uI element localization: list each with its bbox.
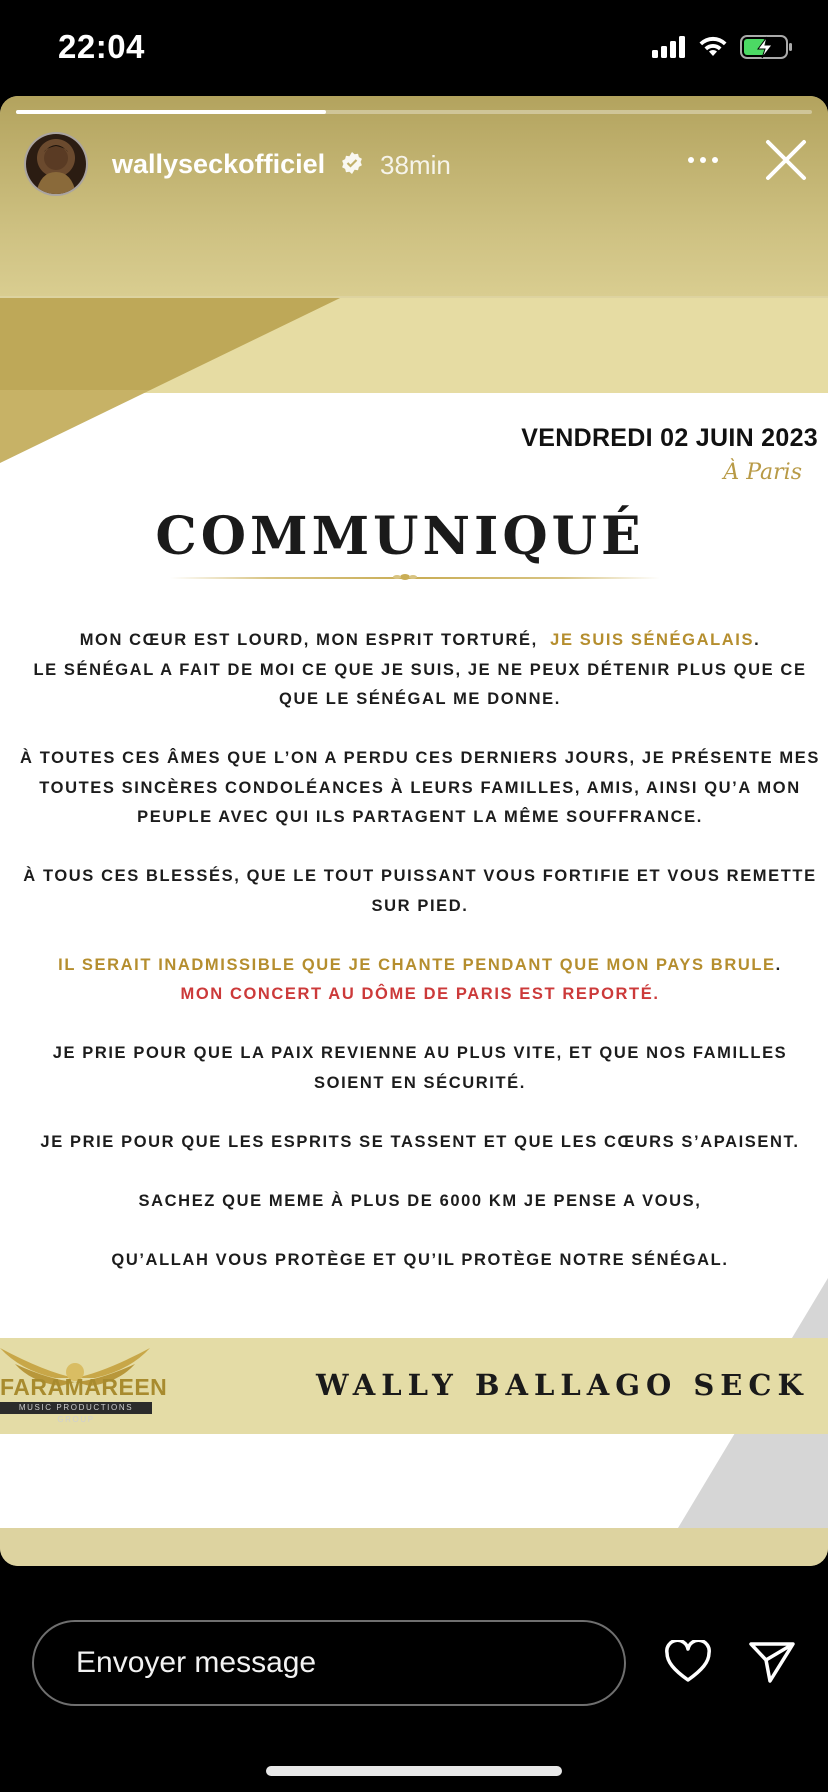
signature-name: WALLY BALLAGO SECK bbox=[316, 1368, 809, 1402]
message-input[interactable] bbox=[32, 1620, 626, 1706]
story-progress-fill bbox=[16, 110, 326, 114]
heart-icon[interactable] bbox=[664, 1640, 712, 1684]
verified-badge-icon bbox=[340, 151, 364, 175]
logo-name: FARAMAREEN bbox=[0, 1374, 168, 1400]
status-time: 22:04 bbox=[58, 28, 145, 65]
home-indicator[interactable] bbox=[266, 1766, 562, 1776]
send-icon[interactable] bbox=[748, 1640, 796, 1684]
poster-place: À Paris bbox=[723, 460, 802, 485]
battery-charging-icon bbox=[740, 34, 794, 60]
wifi-icon bbox=[698, 36, 728, 58]
poster-date: VENDREDI 02 JUIN 2023 bbox=[521, 424, 818, 452]
close-icon[interactable] bbox=[764, 138, 808, 182]
ornament-icon bbox=[392, 572, 418, 582]
paragraph-1: MON CŒUR EST LOURD, MON ESPRIT TORTURÉ, JE SUIS SÉNÉGALAIS. LE SÉNÉGAL A FAIT DE MOI CE QUE JE SUIS, JE NE PEUX DÉTENIR PLUS QUE CE QUE LE SÉNÉGAL ME DONNE. bbox=[33, 631, 807, 708]
status-bar bbox=[0, 0, 828, 96]
highlight-gold: IL SERAIT INADMISSIBLE QUE JE CHANTE PENDANT QUE MON PAYS BRULE bbox=[58, 955, 776, 974]
communique-poster bbox=[0, 298, 828, 1528]
avatar[interactable] bbox=[24, 132, 88, 196]
more-icon bbox=[688, 157, 694, 163]
poster-title: COMMUNIQUÉ bbox=[155, 506, 645, 567]
highlight-gold: JE SUIS SÉNÉGALAIS bbox=[550, 631, 755, 649]
story-viewer[interactable] bbox=[0, 96, 828, 1566]
status-icons bbox=[652, 34, 794, 60]
paragraph-6: JE PRIE POUR QUE LES ESPRITS SE TASSENT ET QUE LES CŒURS S’APAISENT. bbox=[40, 1132, 800, 1151]
paragraph-2: À TOUTES CES ÂMES QUE L’ON A PERDU CES DERNIERS JOURS, JE PRÉSENTE MES TOUTES SINCÈRES CONDOLÉANCES À LEURS FAMILLES, AMIS, AINSI QU’A MON PEUPLE AVEC QUI ILS PARTAGENT LA MÊME SOUFFRANCE. bbox=[20, 749, 820, 826]
logo-subtitle: MUSIC PRODUCTIONS GROUP bbox=[0, 1402, 152, 1414]
paragraph-8: QU’ALLAH VOUS PROTÈGE ET QU’IL PROTÈGE NOTRE SÉNÉGAL. bbox=[111, 1250, 729, 1269]
communique-body bbox=[20, 626, 820, 1305]
paragraph-4: IL SERAIT INADMISSIBLE QUE JE CHANTE PENDANT QUE MON PAYS BRULE. MON CONCERT AU DÔME DE PARIS EST REPORTÉ. bbox=[58, 955, 782, 1003]
story-bottom-background bbox=[0, 1528, 828, 1566]
signal-icon bbox=[652, 36, 686, 58]
message-placeholder: Envoyer message bbox=[76, 1646, 317, 1679]
story-time-ago: 38min bbox=[380, 150, 451, 180]
more-options-button[interactable] bbox=[688, 150, 728, 170]
paragraph-5: JE PRIE POUR QUE LA PAIX REVIENNE AU PLUS VITE, ET QUE NOS FAMILLES SOIENT EN SÉCURITÉ. bbox=[52, 1044, 788, 1092]
paragraph-3: À TOUS CES BLESSÉS, QUE LE TOUT PUISSANT VOUS FORTIFIE ET VOUS REMETTE SUR PIED. bbox=[23, 867, 817, 915]
highlight-red: MON CONCERT AU DÔME DE PARIS EST REPORTÉ. bbox=[180, 985, 660, 1003]
paragraph-7: SACHEZ QUE MEME À PLUS DE 6000 KM JE PENSE A VOUS, bbox=[138, 1191, 702, 1210]
story-username[interactable]: wallyseckofficiel bbox=[112, 149, 326, 179]
story-progress-bar bbox=[16, 110, 812, 114]
story-top-background bbox=[0, 96, 828, 296]
poster-gold-triangle bbox=[0, 298, 340, 463]
